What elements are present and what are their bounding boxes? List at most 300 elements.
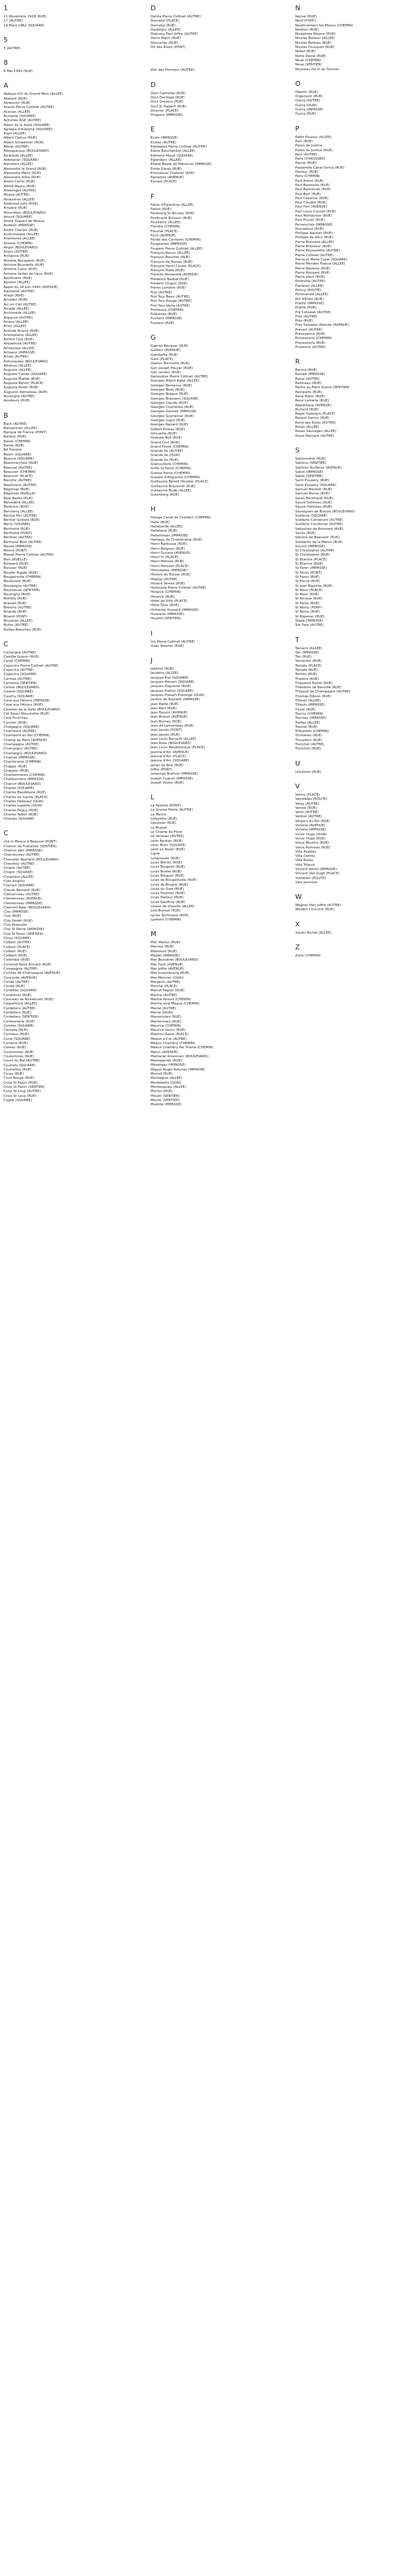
street-name: Longrouser (RUE) — [151, 856, 180, 860]
street-list — [295, 954, 405, 958]
street-list — [4, 70, 130, 74]
street-name: Passerelle Canal Ourcq (RUE) — [295, 166, 344, 170]
street-name: Basse (RUE) — [4, 444, 25, 448]
section-letter-heading: T — [295, 635, 299, 644]
street-name: Beauvoir (CHEMIN) — [4, 470, 36, 474]
street-name: Appel du 18 Juin 1940 (AVENUE) — [4, 285, 58, 289]
street-name: Prairie (IMPASSE) — [295, 301, 324, 305]
street-name: Henri IV (PLACE) — [151, 556, 179, 560]
street-name: Morlon (RUE) — [151, 1090, 173, 1094]
street-list — [151, 136, 277, 184]
street-name: Louis Fournier (RUE) — [151, 892, 185, 896]
street-name: Apollon (ALLÉE) — [4, 281, 31, 285]
street-name: Joseph Cugnot (IMPASSE) — [151, 776, 193, 781]
street-name: Jean Jaurès (RUE) — [151, 733, 180, 737]
street-name: François de Tessan (RUE) — [151, 260, 193, 264]
street-name: Jeanne d'Arc (PLACE) — [151, 755, 186, 759]
street-list — [295, 91, 405, 117]
section-spacer — [295, 775, 405, 778]
street-name: Cave aux Hérons (RUE) — [4, 703, 43, 707]
street-name: St Étienne (RUE) — [295, 562, 323, 566]
street-name: Coulommes (RUE) — [4, 1050, 34, 1054]
letter-section — [151, 334, 277, 501]
street-name: Coulommes (RUE) — [4, 1054, 34, 1058]
street-name: Marine (AUTRE) — [151, 993, 177, 997]
street-name: Noue (CHEMIN) — [295, 58, 322, 62]
street-name: Victor Hugo (QUAI) — [295, 832, 327, 836]
street-list — [295, 457, 405, 628]
street-name: Ourcq (QUAI) — [295, 103, 317, 107]
street-name: Marronniers (RUE) — [151, 1015, 182, 1019]
street-name: Sabot (SENTIER) — [295, 475, 323, 479]
street-name: Belvédère (ALLÉE) — [4, 500, 35, 505]
street-name: Acacias (ALLÉE) — [4, 110, 31, 114]
letter-section — [295, 921, 405, 939]
street-name: Huyard (SENTIER) — [151, 617, 181, 621]
street-name: Meaux Chambry Par Prairie (CHEMIN) — [151, 1046, 214, 1050]
street-name: Fonds des Carrières (CHEMIN) — [151, 238, 201, 242]
street-name: Lafayette (RUE) — [151, 817, 178, 821]
letter-section — [151, 506, 277, 625]
street-name: Hameau de Chanteraine (RUE) — [151, 538, 203, 542]
street-name: Guillaume Briçonnet (RUE) — [151, 484, 196, 488]
street-list — [151, 15, 277, 50]
street-name: Grenouillère (CHEMIN) — [151, 463, 188, 467]
street-name: Jean Rose (BOULEVARD) — [151, 742, 191, 746]
street-name: Vieux Pommes (RUE) — [295, 845, 331, 850]
street-name: St Christopher (AUTRE) — [295, 549, 335, 553]
letter-section — [4, 641, 130, 826]
street-name: Canal (CHEMIN) — [4, 659, 31, 664]
street-name: Velay (AUTRE) — [295, 802, 320, 806]
street-name: Hôpital (AUTRE) — [151, 577, 178, 581]
street-name: Beauce (SQUARE) — [4, 457, 34, 461]
section-spacer — [151, 185, 277, 188]
street-name: St Faron (IMPASSE) — [295, 566, 327, 571]
street-name: Charbonnières (CHEMIN) — [4, 773, 46, 778]
letter-section — [151, 657, 277, 789]
street-name: Allobroges (AUTRE) — [4, 189, 37, 193]
street-name: Jehan de Brie (RUE) — [151, 763, 184, 767]
street-name: Verdi (AUTRE) — [295, 811, 319, 815]
street-name: Champagne (AUTRE) — [4, 743, 39, 747]
street-name: Cornelie (RUE) — [4, 1028, 28, 1033]
street-name: Courrets (SQUARE) — [4, 1063, 36, 1067]
street-name: Amundsen (BOULEVARD) — [4, 211, 46, 215]
street-name: Louis Geoffroy (RUE) — [151, 900, 185, 904]
street-name: Argonne (AUTRE) — [4, 316, 33, 320]
street-name: Tilleuls (IMPASSE) — [295, 703, 325, 707]
letter-section — [151, 931, 277, 1111]
street-name: Processions (CHEMIN) — [295, 337, 332, 341]
street-name: Brénilly (RUE) — [4, 597, 27, 601]
street-name: Xavier Bichat (ALLÉE) — [295, 931, 332, 935]
street-name: Georges Claude (RUE) — [151, 401, 188, 405]
street-name: Astronautes (BOULEVARD) — [4, 359, 49, 364]
street-name: Arc en Ciel (AUTRE) — [4, 302, 37, 307]
section-spacer — [4, 51, 130, 55]
street-name: Pierre et Marie Curie (SQUARE) — [295, 257, 347, 262]
street-name: 8 Mai 1945 (RUE) — [4, 70, 33, 74]
section-spacer — [151, 497, 277, 501]
street-name: Notre Dame (RUE) — [295, 54, 326, 58]
street-name: Ravineau (RUE) — [295, 382, 322, 386]
street-name: Pres (AUTRE) — [295, 314, 317, 319]
street-name: Alexandre Ménil (RUE) — [4, 171, 41, 175]
street-name: Victoire (IMPASSE) — [295, 828, 326, 832]
street-name: Marché (PLACE) — [151, 985, 178, 989]
street-name: Guillaume Budé (ALLÉE) — [151, 488, 191, 493]
street-name: Dit des Rivés (PONT) — [151, 46, 186, 50]
section-letter-heading: D — [151, 4, 156, 12]
street-name: Frot Tour Beau (AUTRE) — [151, 295, 190, 299]
letter-section — [4, 830, 130, 1106]
street-name: Chevalier Besnard (BOULEVARD) — [4, 857, 59, 862]
section-spacer — [295, 72, 405, 76]
section-letter-heading: C — [4, 640, 8, 648]
street-name: Neuf (PONT) — [295, 19, 316, 23]
street-name: Prés Salvador Allende (AVENUE) — [295, 323, 349, 328]
street-name: Lavoisier (RUE) — [151, 821, 176, 826]
street-name: Clémenceau (AVENUE) — [4, 897, 42, 901]
street-name: Jean Burney (RUE) — [151, 719, 182, 724]
street-name: Louis Braille (RUE) — [151, 869, 182, 874]
letter-section — [295, 5, 405, 76]
street-name: Samuel Morse (RUE) — [295, 492, 330, 496]
street-name: Louis de Bougainville (RUE) — [151, 878, 197, 883]
street-name: Mar Luxembourg (RUE) — [151, 971, 190, 976]
street-name: Provence (AUTRE) — [295, 345, 326, 349]
street-name: La Fayette (PONT) — [151, 804, 181, 808]
street-name: Ambroise Jully (RUE) — [4, 202, 38, 206]
street-name: Charbonniers (IMPASSE) — [4, 778, 44, 782]
street-name: Maurice Ravel (PLACE) — [151, 1033, 189, 1037]
street-name: Hallebarde (ALLÉE) — [151, 525, 183, 529]
street-name: Jean Bart (RUE) — [151, 706, 177, 710]
street-name: Ampère (RUE) — [4, 206, 28, 211]
street-name: Pierre Ronsard (RUE) — [295, 271, 331, 275]
street-name: Visitation (ROUTE) — [295, 876, 326, 880]
section-letter-heading: R — [295, 358, 300, 366]
street-name: Clos St Pierre (IMPASSE) — [4, 928, 44, 932]
street-name: Athénes (ALLÉE) — [4, 364, 32, 368]
street-name: Hortensia Pierre Collinet (AUTRE) — [151, 586, 206, 590]
street-name: Bièvre (PONT) — [4, 549, 28, 553]
letter-section — [295, 125, 405, 354]
street-list — [151, 804, 277, 922]
street-name: Tamaris (ALLÉE) — [295, 646, 322, 650]
street-name: Vincent Van Gogh (PLACE) — [295, 872, 340, 876]
street-name: Ecoles (AUTRE) — [151, 140, 176, 145]
section-spacer — [4, 74, 130, 77]
street-name: Philippe Aquilon (RUE) — [295, 232, 333, 236]
street-name: Auguste Renoir (PLACE) — [4, 382, 44, 386]
street-name: Paul Louis Courier (RUE) — [295, 209, 336, 214]
street-name: Grande Île (AUTRE) — [151, 449, 183, 454]
street-list — [295, 15, 405, 72]
street-name: Processions (RUE) — [295, 341, 326, 345]
street-name: Joffre (PONT) — [151, 767, 173, 772]
section-letter-heading: F — [151, 192, 155, 200]
street-name: Cordeliers (RUE) — [4, 1010, 31, 1015]
street-name: Mar Monnier (QUAI) — [151, 976, 184, 980]
street-name: Sarah Bernhardt (RUE) — [295, 496, 334, 500]
street-name: Frotteaux (CHEMIN) — [151, 308, 184, 312]
street-name: Émile Garay (RUE) — [151, 167, 182, 171]
street-name: Auguste Rodin (RUE) — [4, 386, 39, 390]
street-name: 11 Novembre 1918 (RUE) — [4, 15, 47, 19]
street-name: Sablons (SENTIER) — [295, 461, 326, 466]
section-letter-heading: S — [295, 446, 299, 454]
street-name: Coroles (SQUARE) — [4, 1024, 34, 1028]
street-name: Coteau (RUE) — [4, 1046, 26, 1050]
street-name: Luis Bunuel (RUE) — [151, 909, 181, 913]
street-name: St Rémy (PONT) — [295, 606, 322, 610]
street-name: Augustin Demoreau (RUE) — [4, 390, 48, 394]
street-name: Gutenberg (RUE) — [151, 493, 179, 497]
street-list — [4, 15, 130, 28]
street-name: Grille St Faron (CHEMIN) — [151, 467, 191, 471]
street-name: Nicéphore Niepce (RUE) — [295, 32, 336, 37]
street-name: Debussy Parc Joffre (AUTRE) — [151, 32, 198, 37]
section-letter-heading: I — [151, 629, 153, 637]
street-name: Chappon (RUE) — [4, 769, 29, 773]
street-name: Jacques Kiel (SQUARE) — [151, 676, 189, 680]
street-name: Grosse Pierre (CHEMIN) — [151, 471, 190, 475]
street-name: Marine aval Meaux (CHEMIN) — [151, 1002, 200, 1006]
street-name: Archimède (ALLÉE) — [4, 311, 36, 316]
street-name: Louis Blériot (RUE) — [151, 861, 182, 865]
letter-section — [151, 794, 277, 926]
section-letter-heading: D — [151, 80, 156, 89]
street-name: Georges Lugol (RUE) — [151, 419, 185, 423]
street-name: Jacques Prévert Prolongé (QUAI) — [151, 693, 205, 697]
street-name: Charcot (BOULEVARD) — [4, 782, 41, 786]
street-name: Boissier (RUE) — [4, 566, 28, 571]
street-name: Meaux Chambry (CHEMIN) — [151, 1042, 196, 1045]
street-name: Jean de Lamonteau (RUE) — [151, 724, 194, 728]
street-name: St Faron (RUE) — [295, 575, 320, 579]
section-spacer — [151, 649, 277, 652]
street-list — [151, 640, 277, 649]
street-name: Jean Louis Baudelocque (PLACE) — [151, 746, 205, 750]
street-name: Capucins (AUTRE) — [4, 668, 34, 672]
street-name: Activités RGE (AUTRE) — [4, 119, 41, 123]
street-name: Chambord (AUTRE) — [4, 730, 36, 734]
letter-section — [295, 893, 405, 916]
street-name: Vincent Auriol (IMPASSE) — [295, 867, 337, 871]
street-name: Éliane Basse de Ménorval (IMPASSE) — [151, 163, 212, 167]
section-letter-heading: V — [295, 782, 300, 790]
street-name: Sabot (IMPASSE) — [295, 470, 323, 474]
street-name: Georges Braque (RUE) — [151, 392, 188, 397]
street-name: Colbert (RUE) — [4, 949, 27, 953]
street-name: Louis Pasteur (RUE) — [151, 896, 184, 900]
street-name: Pot d'Étain (RUE) — [295, 297, 324, 301]
street-name: Henri Moissan (PLACE) — [151, 564, 189, 568]
street-name: Chappe (RUE) — [4, 764, 28, 769]
street-name: Pierre Naveros (RUE) — [295, 266, 331, 271]
section-spacer — [295, 117, 405, 121]
street-name: Anemones (ALLÉE) — [4, 237, 35, 241]
street-name: André Dupont de Meaux — [4, 220, 44, 224]
street-name: Alfred Maury (RUE) — [4, 184, 36, 188]
street-name: Pascal (RUE) — [295, 161, 317, 166]
street-list — [151, 203, 277, 326]
street-name: Antoine Veillet de Vaux (RUE) — [4, 272, 53, 276]
street-name: Doumer (PLACE) — [151, 109, 179, 113]
street-name: Champigny (AUTRE) — [4, 747, 38, 751]
street-name: Bouder Ruppe (RUE) — [4, 571, 38, 575]
street-name: Tissot (RUE) — [295, 707, 316, 712]
street-name: Royal Piémont (AUTRE) — [295, 434, 334, 438]
letter-section — [151, 126, 277, 188]
street-name: St Maur (PLACE) — [295, 588, 323, 592]
street-name: Jean Louis Barrault (ALLÉE) — [151, 737, 196, 741]
street-name: Charles Debeauf (QUAI) — [4, 799, 44, 803]
street-name: Colbert (PLACE) — [4, 945, 31, 949]
street-name: Trévise (RUE) — [295, 725, 318, 729]
section-spacer — [295, 350, 405, 353]
street-name: Descartes (RUE) — [151, 41, 178, 45]
street-list — [4, 47, 130, 51]
street-name: Alembert (ALLÉE) — [4, 163, 34, 167]
street-name: Théodore de Banville (RUE) — [295, 686, 341, 690]
street-name: Croix St Faron (RUE) — [4, 1081, 38, 1085]
street-name: Berthelot (RUE) — [4, 527, 30, 531]
street-name: Nouveau rte in du Tournet — [295, 67, 339, 71]
street-list — [4, 840, 130, 1103]
street-name: Bercheny (ALLÉE) — [4, 509, 34, 514]
street-name: Macons (RUE) — [151, 945, 174, 949]
street-name: Montaigne (ALLÉE) — [151, 1076, 182, 1081]
street-name: Thomas Edison (RUE) — [295, 694, 332, 698]
street-name: Doct Greverv (RUE) — [151, 100, 184, 104]
street-name: Cave aux Hérons (IMPASSE) — [4, 699, 50, 703]
section-letter-heading — [151, 58, 277, 65]
street-name: Ecole (IMPASSE) — [151, 136, 178, 140]
street-name: Cassini (SQUARE) — [4, 690, 34, 694]
street-name: Andelot (IMPASSE) — [4, 224, 35, 228]
street-name: Georges Bernanos (RUE) — [151, 383, 193, 388]
street-name: Moulin (SENTIER) — [151, 1094, 180, 1098]
street-name: Sauvé Delineau (RUE) — [295, 500, 332, 505]
street-name: Condé (AUTRE) — [4, 980, 29, 984]
street-name: 5 (AUTRE) — [4, 46, 21, 50]
street-name: André Chenier (RUE) — [4, 228, 38, 232]
street-name: Paix (RUE) — [295, 139, 313, 143]
section-letter-heading: G — [151, 334, 156, 342]
street-name: Frédéric Chopin (RUE) — [151, 282, 188, 286]
street-list — [151, 941, 277, 1107]
street-name: Beaumarchais (RUE) — [4, 461, 38, 466]
street-name: Platanes (ALLÉE) — [295, 284, 324, 288]
street-name: Edmond About (SQUARE) — [151, 154, 193, 158]
street-name: Roland Garros (RUE) — [295, 416, 330, 421]
street-name: Condorcet (RUE) — [4, 993, 32, 997]
street-name: Bois (RUELLE) — [4, 557, 28, 562]
street-name: Paul Belmondo (RUE) — [295, 188, 331, 192]
street-name: Raoul (AUTRE) — [295, 377, 320, 381]
street-name: Charles de Gaulle (PLACE) — [4, 795, 48, 799]
street-name: Pierre Bonnard (ALLÉE) — [295, 240, 334, 244]
street-name: Pervenches (IMPASSE) — [295, 223, 333, 227]
street-name: Fublaines (RUE) — [151, 313, 178, 317]
street-name: Georges Courteline (RUE) — [151, 406, 194, 410]
street-name: Adam de la Halle (SQUARE) — [4, 123, 50, 127]
letter-section — [151, 58, 277, 76]
street-name: Palais de Justice (RUE) — [295, 148, 333, 152]
street-name: Boissard (RUE) — [4, 562, 29, 566]
street-name: Paul Barennes (RUE) — [295, 183, 330, 187]
street-name: Foch (AVENUE) — [151, 233, 176, 238]
street-name: Marcel Pagnol (RUE) — [151, 989, 185, 993]
street-name: Jacques Daguerre (RUE) — [151, 685, 191, 689]
street-name: Paul Bert (RUE) — [295, 192, 321, 196]
street-name: Carmes (AUTRE) — [4, 677, 32, 681]
street-name: Maillet (IMPASSE) — [151, 954, 180, 958]
street-name: Artisans (IMPASSE) — [4, 351, 35, 355]
street-name: Verdun (AUTRE) — [295, 815, 322, 819]
street-name: Alexandre Volta (RUE) — [4, 176, 41, 180]
street-name: République (AVENUE) — [295, 403, 332, 407]
street-name: Lyokens (CHEMIN) — [151, 917, 181, 922]
section-spacer — [4, 404, 130, 407]
street-name: Aristide Briand (RUE) — [4, 329, 39, 333]
section-letter-heading: H — [151, 505, 156, 514]
street-name: Mulette (IMPASSE) — [151, 1103, 182, 1107]
street-name: Certier (BOULEVARD) — [4, 686, 40, 690]
street-name: Alcibiade (ALLÉE) — [4, 154, 33, 158]
street-name: Alain (ALLÉE) — [4, 132, 26, 136]
letter-section — [151, 630, 277, 653]
street-name: Clément Ader (BOULEVARD) — [4, 905, 51, 910]
section-spacer — [151, 73, 277, 77]
street-name: Nobel (RUE) — [295, 50, 316, 54]
street-name: St Pères (RUE) — [295, 601, 320, 605]
street-name: Jablinot (RUE) — [151, 667, 174, 671]
street-name: Trinitaires (RUE) — [295, 734, 322, 738]
street-name: Montesquieu (ALLÉE) — [151, 1085, 187, 1089]
street-list — [295, 931, 405, 935]
street-name: Beauvoir (PLACE) — [4, 475, 33, 479]
street-name: Fleuriat (PLACE) — [151, 229, 178, 233]
street-name: Louis Bréguet (RUE) — [151, 874, 185, 878]
street-name: Églantiers (ALLÉE) — [151, 158, 182, 162]
street-name: Nicolas Foucquet (RUE) — [295, 46, 335, 50]
letter-section — [4, 412, 130, 636]
street-name: Fabre d'Églantine (ALLÉE) — [151, 203, 194, 207]
street-name: Sablonnière (RUE) — [295, 457, 326, 461]
section-letter-heading: W — [295, 893, 302, 901]
street-name: Prévoyance (RUE) — [295, 332, 326, 336]
street-name: Iris Pierre Collinet (AUTRE) — [151, 640, 196, 644]
street-name: Arcades (RUE) — [4, 298, 28, 302]
section-letter-heading: E — [151, 125, 155, 134]
street-name: Colombie (RUE) — [4, 958, 30, 962]
section-letter-heading: 1 — [4, 4, 8, 12]
street-name: Jacques Frettot (SQUARE) — [151, 689, 194, 693]
street-name: Charles (SQUARE) — [4, 787, 34, 791]
street-name: St Maur (RUE) — [295, 593, 319, 597]
street-name: Frot (AUTRE) — [151, 290, 172, 295]
street-name: Jean Jaurès (PONT) — [151, 728, 182, 733]
street-name: Windon Churchill (RUE) — [295, 908, 334, 912]
street-name: Acropole (SQUARE) — [4, 114, 36, 118]
street-name: Doct Calmette (RUE) — [151, 91, 186, 95]
street-name: Gare (PLACE) — [151, 357, 173, 361]
street-list — [295, 368, 405, 439]
